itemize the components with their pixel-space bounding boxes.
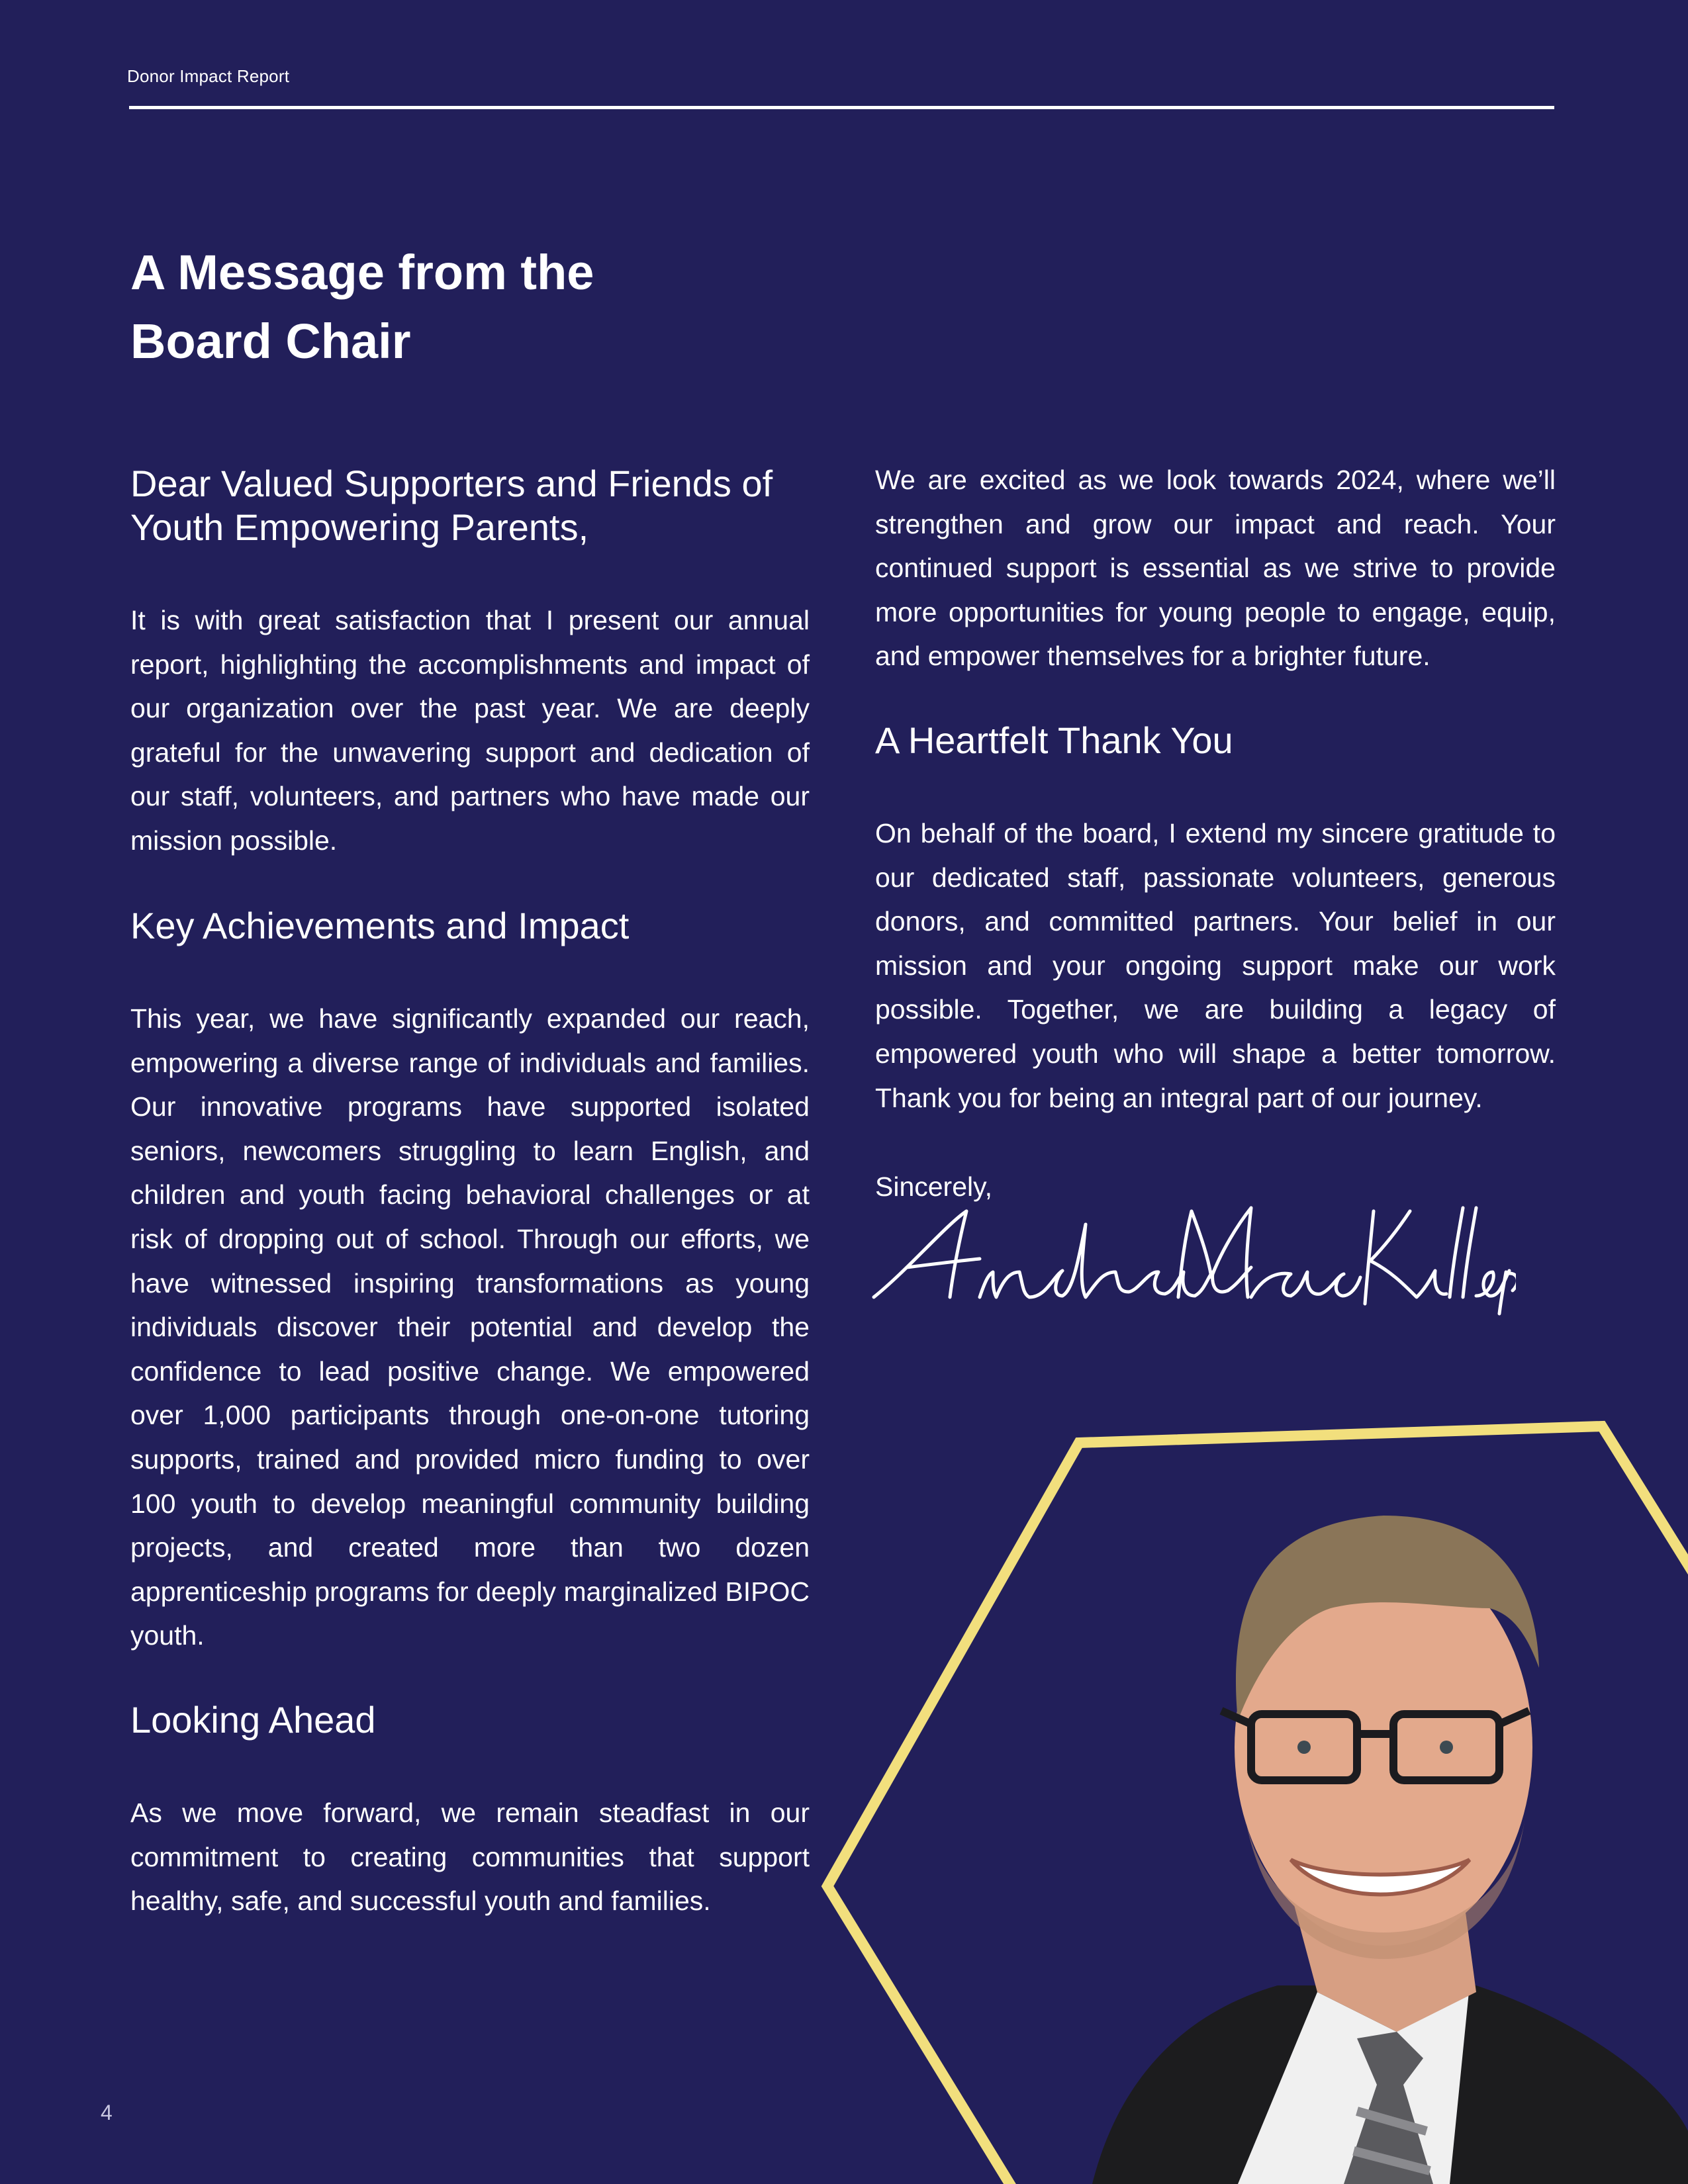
header-divider (129, 106, 1554, 109)
achievements-heading: Key Achievements and Impact (130, 905, 630, 946)
running-header: Donor Impact Report (127, 66, 290, 86)
page-title (130, 238, 726, 376)
left-eye (1297, 1741, 1311, 1754)
thanks-heading: A Heartfelt Thank You (875, 719, 1233, 761)
achievements-paragraph: This year, we have significantly expanded our reach, empowering a diverse range of individuals and families. Our innovative programs have supported isolated seniors, newcomers struggling to learn English, and children and youth facing behavioral challenges or at risk of dropping out of school. Through our efforts, we have witnessed inspiring transformations as young individuals discover their potential and develop the confidence to lead positive change. We empowered over 1,000 participants through one-on-one tutoring supports, trained and provided micro funding to over 100 youth to develop meaningful community building projects, and created more than two dozen apprenticeship programs for deeply marginalized BIPOC youth. (130, 1003, 810, 1651)
page-title-line-2: Board Chair (130, 314, 411, 369)
closing-text: Sincerely, (875, 1171, 992, 1202)
board-chair-portrait (814, 1297, 1688, 2184)
intro-paragraph: It is with great satisfaction that I present our annual report, highlighting the accomplishments and impact of our organization over the past year. We are deeply grateful for the unwavering support and dedication of our staff, volunteers, and partners who have made our mission possible. (130, 605, 810, 856)
future-paragraph: We are excited as we look towards 2024, where we’ll strengthen and grow our impact and reach. Your continued support is essential as we strive to provide more opportunities for young people to engage, equip, and empower themselves for a brighter future. (875, 465, 1556, 672)
looking-ahead-heading: Looking Ahead (130, 1699, 376, 1741)
page-title-line-1: A Message from the (130, 245, 594, 300)
page-number: 4 (101, 2101, 113, 2124)
looking-ahead-paragraph: As we move forward, we remain steadfast in our commitment to creating communities that support healthy, safe, and successful youth and families. (130, 1797, 810, 1917)
thanks-paragraph: On behalf of the board, I extend my sincere gratitude to our dedicated staff, passionate volunteers, generous donors, and committed partners. Your belief in our mission and your ongoing support make our work possible. Together, we are building a legacy of empowered youth who will shape a better tomorrow. Thank you for being an integral part of our journey. (875, 818, 1556, 1113)
right-eye (1440, 1741, 1453, 1754)
letter-greeting: Dear Valued Supporters and Friends of Youth Empowering Parents, (130, 463, 773, 548)
